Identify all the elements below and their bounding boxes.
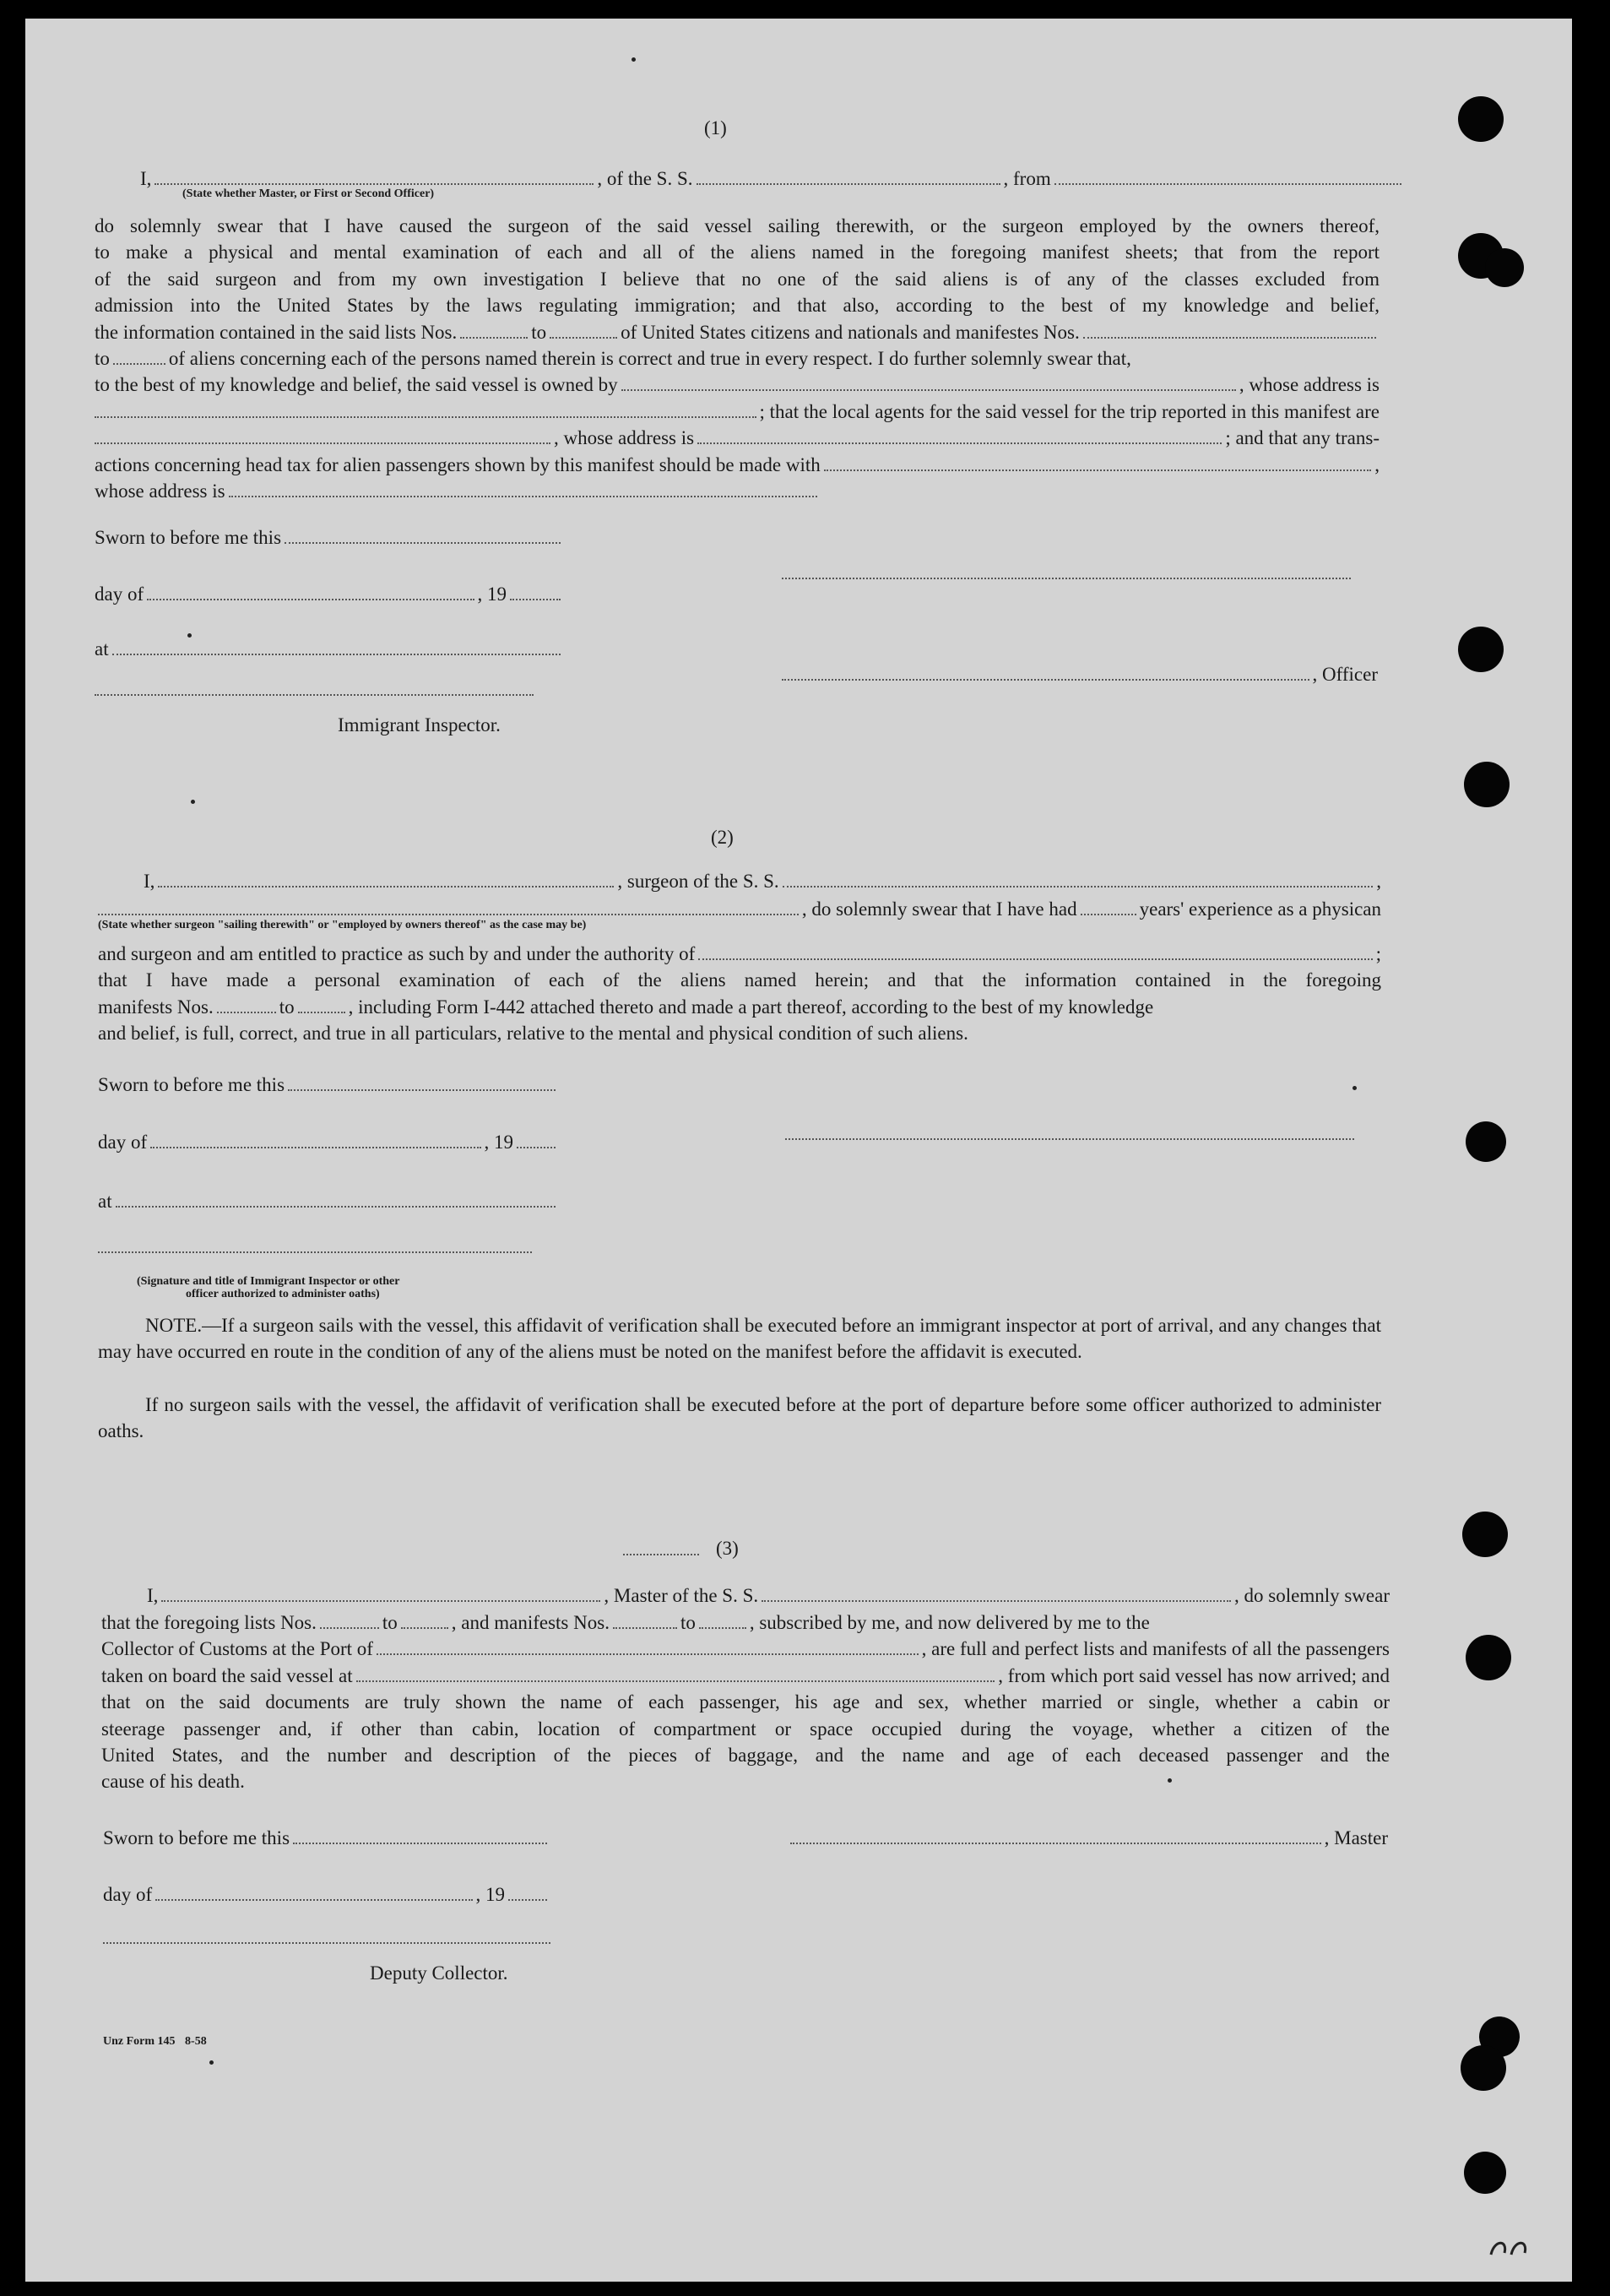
text-any-trans: ; and that any trans- [1225,427,1380,449]
body-line: of the said surgeon and from my own investigation I believe that no one of the said aliens is of any of the classes excluded from [95,268,1380,290]
master-line [147,1583,1390,1609]
authority-field[interactable] [698,942,1372,960]
note-paragraph-1: NOTE.—If a surgeon sails with the vessel, this affidavit of verification shall be executed before an immigrant inspector at port of arrival, and any changes that may have occurred en route in the condition of any of the aliens must be noted on the manifest before the affidavit is executed. [98,1315,1381,1362]
manifests-from-field[interactable] [217,995,276,1013]
lists-from-field[interactable] [460,320,528,339]
officer-signature-field[interactable] [782,662,1309,681]
officer-rank-note: (State whether Master, or First or Second Officer) [182,187,435,200]
surgeon-ship-field[interactable] [783,869,1374,887]
manifests-from-field[interactable] [1083,320,1376,339]
ship-name-field[interactable] [697,166,1000,185]
day-of-line [103,1882,550,1908]
whose-address-line [95,478,1380,504]
lists-to-field[interactable] [401,1610,448,1629]
text-whose-address: whose address is [95,480,225,502]
speck [1168,1778,1172,1783]
at-line [98,1189,559,1214]
owner-field[interactable] [621,372,1236,391]
text-to: to [531,321,547,343]
owner-address-field[interactable] [95,399,756,418]
punch-hole [1458,627,1504,672]
punch-hole [1485,248,1524,287]
section-3-mark [623,1554,699,1555]
head-tax-address-field[interactable] [229,479,817,497]
text-authority: and surgeon and am entitled to practice as such by and under the authority of [98,943,696,964]
text-at: at [95,638,109,659]
text-master-of: , Master of the S. S. [604,1585,759,1606]
manifests-to-field[interactable] [699,1610,746,1629]
text-head-tax: actions concerning head tax for alien passengers shown by this manifest should be made with [95,453,821,475]
speck [1353,1086,1357,1090]
port-field[interactable] [377,1637,919,1655]
punch-hole [1461,2045,1506,2091]
speck [632,57,636,62]
text-day-of: day of [98,1132,148,1153]
text-surgeon-of: , surgeon of the S. S. [617,871,779,892]
section-1-body [95,213,1380,504]
inspector-signature-line[interactable] [95,694,534,696]
body-line: that I have made a personal examination of each of the aliens named herein; and that the information contained in the foregoing [98,969,1381,991]
section-3-number: (3) [716,1538,739,1559]
text-lists-nos: that the foregoing lists Nos. [101,1612,317,1633]
text-whose-address: , whose address is [554,427,695,449]
text-officer: , Officer [1312,664,1378,685]
text-from-which: , from which port said vessel has now arrived; and [998,1664,1390,1686]
manifests-line [98,994,1381,1020]
section-3-body [101,1609,1390,1795]
surgeon-type-field[interactable] [98,897,799,915]
text-do-swear: , do solemnly swear that I have had [801,898,1077,920]
text-local-agents: ; that the local agents for the said vessel for the trip reported in this manifest are [759,400,1380,422]
text-at: at [98,1191,112,1212]
text-comma: , [1374,453,1380,475]
month-field[interactable] [147,582,474,600]
speck [191,800,195,804]
body-line: United States, and the number and description of the pieces of baggage, and the name and age of each deceased passenger and the [101,1744,1390,1766]
surgeon-signature-line[interactable] [785,1138,1354,1140]
body-line: that on the said documents are truly shown the name of each passenger, his age and sex, whether married or single, whether a cabin or [101,1691,1390,1713]
local-agents-field[interactable] [95,426,550,444]
punch-hole [1464,762,1510,807]
text-to: to [95,347,110,369]
text-sworn: Sworn to before me this [103,1827,290,1848]
text-comma: , [1376,871,1381,892]
text-i: I, [147,1585,159,1606]
owned-line [95,372,1380,398]
officer-signature-line-top[interactable] [782,578,1351,579]
sworn-line [103,1826,550,1851]
collector-signature-line[interactable] [103,1942,550,1944]
form-date-text: 8-58 [185,2035,207,2048]
text-i: I, [144,871,155,892]
inspector-signature-line[interactable] [98,1251,532,1253]
surgeon-name-field[interactable] [158,869,614,887]
text-whose-address: , whose address is [1239,374,1380,396]
agents-address-field[interactable] [697,426,1222,444]
at-place-field[interactable] [112,637,561,655]
year-field[interactable] [508,1882,547,1901]
form-number-text: Unz Form 145 [103,2035,176,2048]
text-from: , from [1003,168,1051,189]
text-day-of: day of [103,1884,153,1905]
signature-note-2: officer authorized to administer oaths) [186,1288,380,1300]
master-signature-field[interactable] [790,1826,1321,1844]
text-nineteen: , 19 [484,1132,513,1153]
agents-line [95,399,1380,425]
day-of-line [95,582,564,607]
text-to: to [680,1612,696,1633]
authority-line [98,941,1381,967]
body-line: do solemnly swear that I have caused the surgeon of the said vessel sailing therewith, or the surgeon employed by the owners thereof, [95,215,1380,236]
surgeon-type-note: (State whether surgeon "sailing therewith" or "employed by owners thereof" as the case may be) [98,919,587,931]
text-manifests-nos: , and manifests Nos. [451,1612,610,1633]
text-owned-by: to the best of my knowledge and belief, the said vessel is owned by [95,374,618,396]
sworn-date-field[interactable] [293,1826,547,1844]
lists-from-field[interactable] [320,1610,379,1629]
section-2-number: (2) [711,827,734,848]
signature-note-1: (Signature and title of Immigrant Inspector or other [137,1275,400,1288]
body-line: to make a physical and mental examination of each and all of the aliens named in the foregoing manifest sheets; that from the report [95,242,1380,263]
text-aliens: of aliens concerning each of the persons named therein is correct and true in every respect. I do further solemnly swear that, [168,347,1131,369]
punch-hole [1466,1121,1506,1162]
master-signature-line [790,1826,1388,1851]
sworn-date-field[interactable] [285,525,561,544]
sworn-line [95,525,564,551]
master-ship-field[interactable] [762,1583,1231,1602]
text-sworn: Sworn to before me this [98,1074,285,1095]
deputy-collector-label: Deputy Collector. [370,1962,508,1984]
punch-hole [1462,1512,1508,1557]
text-to: to [382,1612,398,1633]
master-name-field[interactable] [161,1583,600,1602]
month-field[interactable] [150,1130,480,1148]
taken-on-line [101,1663,1390,1689]
agents-address-line [95,425,1380,451]
collector-line [101,1636,1390,1662]
punch-hole [1464,2152,1506,2194]
officer-line [782,662,1378,687]
punch-hole [1458,96,1504,142]
text-semicolon: ; [1375,943,1381,964]
form-number [103,2035,207,2049]
text-years: years' experience as a physican [1139,898,1381,920]
inspector-label: Immigrant Inspector. [338,714,501,735]
head-tax-field[interactable] [824,453,1372,471]
text-taken-on: taken on board the said vessel at [101,1664,353,1686]
lists-line [95,319,1380,345]
text-to: to [279,996,295,1018]
lists-to-field[interactable] [550,320,617,339]
year-field[interactable] [510,582,561,600]
text-master: , Master [1324,1827,1388,1848]
text-do-swear: , do solemnly swear [1234,1585,1390,1606]
text-subscribed: , subscribed by me, and now delivered by me to the [749,1612,1150,1633]
text-including: , including Form I-442 attached thereto and made a part thereof, according to the best of my knowledge [348,996,1154,1018]
body-line: and belief, is full, correct, and true in all particulars, relative to the mental and physical condition of such aliens. [98,1023,968,1045]
day-of-line [98,1130,559,1155]
month-field[interactable] [155,1882,472,1901]
sworn-date-field[interactable] [288,1072,556,1091]
from-port-field[interactable] [1054,166,1401,185]
text-i: I, [140,168,152,189]
years-field[interactable] [1081,897,1136,915]
text-collector: Collector of Customs at the Port of [101,1638,373,1660]
head-tax-line [95,452,1380,478]
text-nineteen: , 19 [475,1884,505,1905]
embark-port-field[interactable] [356,1664,995,1682]
text-lists-nos: the information contained in the said lists Nos. [95,321,458,343]
text-day-of: day of [95,583,144,605]
manifests-from-field[interactable] [613,1610,677,1629]
body-line: admission into the United States by the laws regulating immigration; and that also, according to the best of my knowledge and belief, [95,295,1380,317]
text-nineteen: , 19 [477,583,507,605]
sworn-line [98,1072,559,1098]
speck [187,633,192,638]
officer-rank-field[interactable] [154,166,594,185]
speck [209,2060,214,2065]
text-of-ss: , of the S. S. [597,168,693,189]
form-page [25,19,1572,2282]
at-line [95,637,564,662]
lists-line [101,1609,1390,1636]
body-line: cause of his death. [101,1771,245,1793]
note-paragraph-2: If no surgeon sails with the vessel, the affidavit of verification shall be executed before at the port of departure before some officer authorized to administer oaths. [98,1394,1381,1441]
text-full-perfect: , are full and perfect lists and manifests of all the passengers [921,1638,1390,1660]
aliens-line [95,345,1380,372]
punch-hole [1466,1635,1511,1680]
body-line: steerage passenger and, if other than cabin, location of compartment or space occupied during the voyage, whether a citizen of the [101,1718,1390,1740]
at-place-field[interactable] [116,1189,556,1208]
text-manifests-nos: manifests Nos. [98,996,214,1018]
section-2-body [98,941,1381,1047]
section-1-number: (1) [704,117,727,138]
text-sworn: Sworn to before me this [95,527,282,548]
manifests-to-field[interactable] [298,995,345,1013]
manifests-to-field[interactable] [113,346,165,365]
text-manifests-nos: of United States citizens and nationals and manifestes Nos. [621,321,1080,343]
surgeon-line [144,869,1381,894]
handwritten-mark-icon [1486,2231,1537,2265]
year-field[interactable] [517,1130,556,1148]
